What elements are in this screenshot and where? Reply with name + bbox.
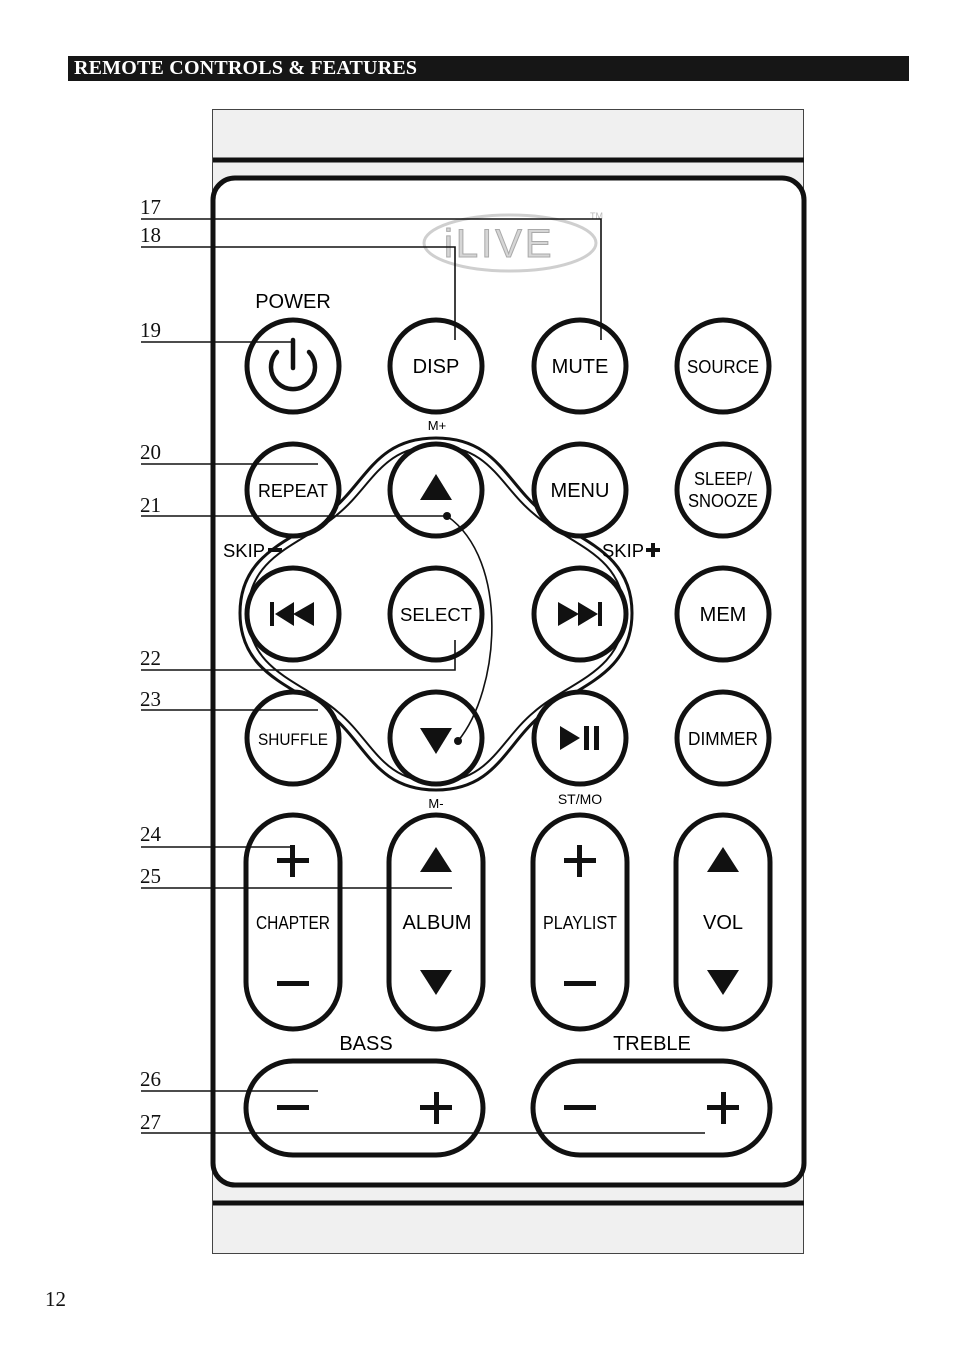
mem-button[interactable] [677, 568, 769, 660]
repeat-button[interactable] [247, 444, 339, 536]
svg-text:SNOOZE: SNOOZE [688, 491, 758, 511]
svg-text:SKIP: SKIP [223, 541, 265, 561]
svg-text:SKIP: SKIP [602, 541, 644, 561]
playlist-rocker[interactable] [533, 815, 627, 1029]
treble-label: TREBLE [613, 1033, 691, 1055]
skip-forward-button[interactable] [534, 568, 626, 660]
callout-27: 27 [140, 1110, 161, 1134]
svg-text:SELECT: SELECT [400, 605, 472, 625]
down-button[interactable] [390, 692, 482, 784]
svg-text:DIMMER: DIMMER [688, 729, 758, 749]
callout-18: 18 [140, 223, 161, 247]
bass-rocker[interactable] [246, 1061, 483, 1155]
callout-23: 23 [140, 687, 161, 711]
callout-21: 21 [140, 493, 161, 517]
svg-text:REPEAT: REPEAT [258, 481, 328, 501]
callout-22: 22 [140, 646, 161, 670]
power-button[interactable] [247, 320, 339, 412]
skip-back-button[interactable] [247, 568, 339, 660]
svg-text:SHUFFLE: SHUFFLE [258, 730, 328, 749]
callout-17: 17 [140, 195, 161, 219]
svg-text:VOL: VOL [702, 912, 744, 934]
minus-icon [277, 981, 309, 986]
svg-text:CHAPTER: CHAPTER [256, 913, 330, 933]
callout-19: 19 [140, 318, 161, 342]
m-minus-label: M- [428, 796, 444, 811]
trademark: TM [590, 211, 603, 221]
svg-text:MENU: MENU [550, 480, 610, 502]
menu-button[interactable] [534, 444, 626, 536]
callout-24: 24 [140, 822, 161, 846]
svg-text:MUTE: MUTE [551, 356, 609, 378]
treble-rocker[interactable] [533, 1061, 770, 1155]
svg-text:DISP: DISP [412, 356, 460, 378]
svg-text:ALBUM: ALBUM [402, 912, 472, 934]
sleep-snooze-button[interactable] [677, 444, 769, 536]
m-plus-label: M+ [427, 418, 447, 433]
callout-25: 25 [140, 864, 161, 888]
mute-button[interactable] [534, 320, 626, 412]
play-pause-button[interactable] [534, 692, 626, 784]
svg-text:MEM: MEM [699, 604, 747, 626]
album-rocker[interactable] [389, 815, 483, 1029]
disp-button[interactable] [390, 320, 482, 412]
callout-20: 20 [140, 440, 161, 464]
minus-icon [564, 1105, 596, 1110]
svg-text:PLAYLIST: PLAYLIST [543, 913, 617, 933]
svg-text:SLEEP/: SLEEP/ [694, 469, 752, 489]
select-button[interactable] [390, 568, 482, 660]
minus-icon [564, 981, 596, 986]
callout-26: 26 [140, 1067, 161, 1091]
source-button[interactable] [677, 320, 769, 412]
dimmer-button[interactable] [677, 692, 769, 784]
logo-text: iLIVE [444, 222, 555, 266]
section-header: REMOTE CONTROLS & FEATURES [68, 56, 909, 81]
page-number: 12 [45, 1287, 66, 1311]
bass-label: BASS [339, 1033, 393, 1055]
power-label: POWER [255, 291, 331, 313]
shuffle-button[interactable] [247, 692, 339, 784]
svg-text:SOURCE: SOURCE [687, 357, 759, 377]
minus-icon [277, 1105, 309, 1110]
up-button[interactable] [390, 444, 482, 536]
vol-rocker[interactable] [676, 815, 770, 1029]
st-mo-label: ST/MO [557, 791, 603, 807]
